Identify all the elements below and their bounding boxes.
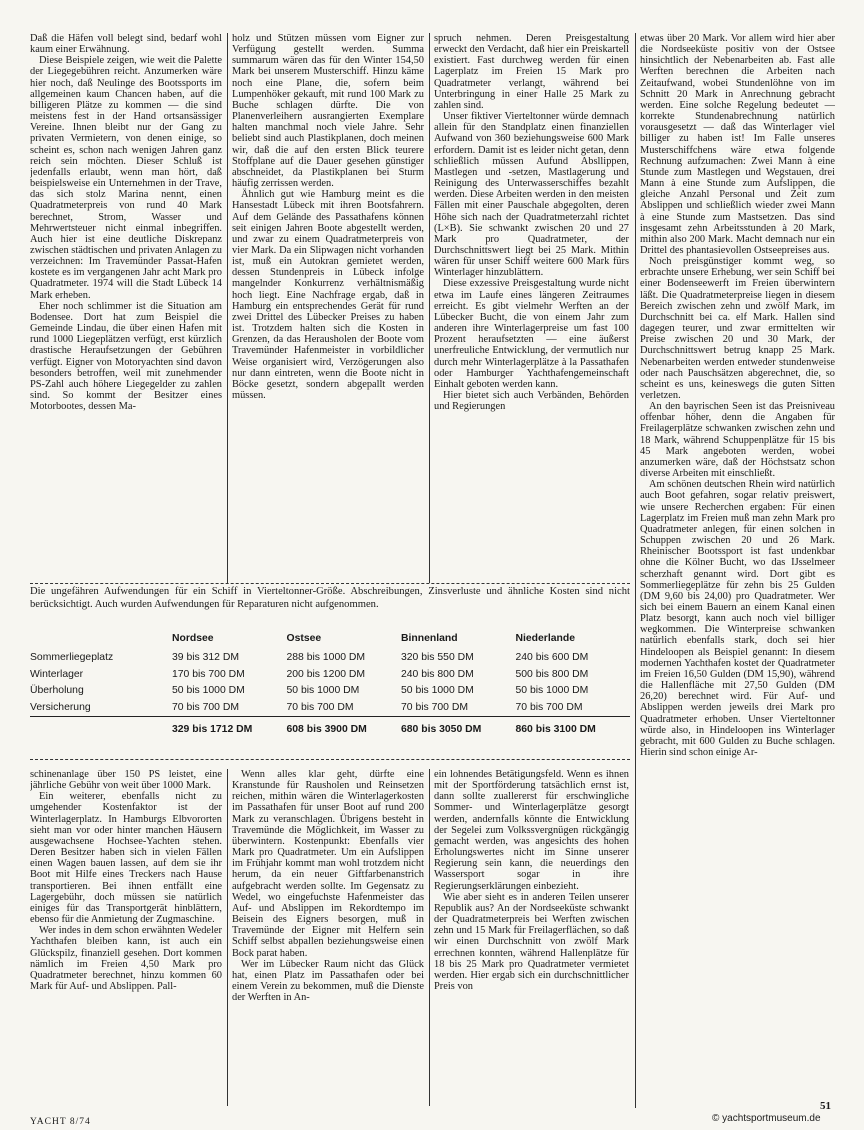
- total-cell: 608 bis 3900 DM: [287, 717, 402, 738]
- table-cell: 39 bis 312 DM: [172, 651, 239, 663]
- article-column-right: [640, 33, 835, 1108]
- paragraph: Hier bietet sich auch Verbänden, Behörden und Regierungen: [434, 390, 629, 413]
- table-cell: 70 bis 700 DM: [172, 702, 239, 714]
- paragraph: Am schönen deutschen Rhein wird natürlich auch Boot gefahren, sogar relativ preiswert, wie unsere Recherchen ergaben: Für einen Lagerplatz im Freien muß man zehn Mark pro Quadratmeter anlegen, für einen solchen in Schuppen zwischen 20 und 26 Mark. Rheinischer Bootssport ist fast undenkbar ohne die Kölner Bucht, wo das IJsselmeer scherzhaft genannt wird. Dort gibt es Sommerliegeplätze für zehn bis 25 Gulden (DM 9,60 bis 24,00) pro Quadratmeter. Wer sich bei einem Bauern an einem Kanal einen Platz besorgt, kann auch noch viel billiger wegkommen. Die Winterpreise schwanken natürlich ebenfalls stark, doch sei hier Hindeloopen als Beispiel genannt: In diesem modernen Yachthafen kostet der Quadratmeter im Freien 16,50 Gulden (DM 15,90), während die Hallenfläche mit 27,50 Gulden (DM 26,20) berechnet wird. Für Auf- und Abslippen werden jeweils drei Mark pro Quadratmeter erhoben. Unser Vierteltonner würde also, in Hindeloopen ins Winterlager gebracht, mit 600 Gulden zu Buche schlagen. Hierin sind schon einige Ar-: [640, 479, 835, 758]
- row-label: Überholung: [30, 685, 84, 697]
- table-top-rule: [30, 583, 630, 584]
- table-row: [30, 699, 630, 716]
- cost-table-box: [30, 586, 630, 756]
- paragraph: holz und Stützen müssen vom Eigner zur Verfügung gestellt werden. Summa summarum wären das für den Winter 154,50 Mark bei unserem Musterschiff. Hinzu käme noch eine Plane, die, sofern beim Lumpenhöker gekauft, mit rund 100 Mark zu Buche schlagen dürfte. Die von Planenverleihern ausrangierten Exemplare halten manchmal noch viele Jahre. Sehr beliebt sind auch Plastikplanen, doch meinen wir, daß die auf den ersten Blick teurere Stoffplane auf die Dauer gesehen günstiger abschneidet, da Plastikplanen bei Sturm häufig zerrissen werden.: [232, 33, 424, 190]
- column-divider: [429, 33, 430, 583]
- column-divider: [429, 769, 430, 1106]
- table-cell: 240 bis 600 DM: [515, 651, 589, 663]
- table-header-niederlande: Niederlande: [515, 632, 575, 644]
- article-column-top-1: [30, 33, 222, 581]
- table-header-row: [30, 632, 630, 649]
- issue-label: YACHT 8/74: [30, 1117, 91, 1127]
- table-caption: Die ungefähren Aufwendungen für ein Schiff in Vierteltonner-Größe. Abschreibungen, Zinsverluste und ähnliche Kosten sind nicht berücksichtigt. Auch wurden Aufwendungen für Reparaturen nicht aufgenommen.: [30, 586, 630, 610]
- table-cell: 50 bis 1000 DM: [172, 685, 245, 697]
- row-label: Sommerliegeplatz: [30, 651, 114, 663]
- paragraph: Wie aber sieht es in anderen Teilen unserer Republik aus? An der Nordseeküste schwankt der Quadratmeterpreis bei Werften zwischen zehn und 15 Mark für Freilagerflächen, so daß wir einen Durchschnitt von zwölf Mark errechnen konnten, während Hallenplätze für 18 bis 25 Mark pro Quadratmeter vermietet werden. Hier ergab sich ein durchschnittlicher Preis von: [434, 891, 629, 992]
- table-row: [30, 683, 630, 700]
- table-cell: 70 bis 700 DM: [515, 702, 583, 714]
- paragraph: spruch nehmen. Deren Preisgestaltung erweckt den Verdacht, daß hier ein Preiskartell existiert. Fast durchweg werden für einen Lagerplatz im Freien 15 Mark pro Quadratmeter verlangt, während bei Unterbringung in einer Halle 25 Mark zu zahlen sind.: [434, 33, 629, 111]
- total-cell: 860 bis 3100 DM: [516, 717, 631, 738]
- paragraph: Wer indes in dem schon erwähnten Wedeler Yachthafen bleiben kann, ist auch ein Glückspilz, finanziell gesehen. Dort kommen nämlich im Freien 4,50 Mark pro Quadratmeter berechnet, hinzu kommen 60 Mark für Auf- und Abslippen. Pall-: [30, 925, 222, 992]
- table-cell: 70 bis 700 DM: [286, 702, 354, 714]
- column-divider: [227, 769, 228, 1106]
- paragraph: Noch preisgünstiger kommt weg, so erbrachte unsere Erhebung, wer sein Schiff bei einer Bodenseewerft im Freien überwintern läßt. Die Quadratmeterpreise liegen in diesem Bereich zwischen zehn und zwölf Mark, im Durchschnitt bei ca. elf Mark. Hallen sind dagegen teurer, und zwar ermittelten wir Preise zwischen 20 und 30 Mark, der Durchschnittswert betrug knapp 25 Mark. Nebenarbeiten werden entweder stundenweise oder nach Pauschsätzen abgerechnet, die, so scheint es uns, keineswegs die guten Sitten verletzen.: [640, 256, 835, 401]
- article-column-bottom-1: [30, 769, 222, 1105]
- paragraph: An den bayrischen Seen ist das Preisniveau offenbar höher, denn die Angaben für Freilagerplätze schwanken zwischen zehn und 18 Mark, während Schuppenplätze für 15 bis 45 Mark angeboten werden, wobei anzumerken wäre, daß der Höchstsatz schon diverse Arbeiten mit einschließt.: [640, 401, 835, 480]
- table-cell: 50 bis 1000 DM: [286, 685, 360, 697]
- row-label: Versicherung: [30, 702, 91, 714]
- table-total-row: [30, 717, 630, 738]
- table-header-ostsee: Ostsee: [286, 632, 322, 644]
- table-cell: 500 bis 800 DM: [515, 668, 589, 680]
- article-column-top-2: [232, 33, 424, 581]
- row-label: Winterlager: [30, 668, 84, 680]
- paragraph: etwas über 20 Mark. Vor allem wird hier aber die Nordseeküste positiv von der Ostsee hinsichtlich der Nebenarbeiten ab. Fast alle Werften berechnen die Arbeiten nach Zeitaufwand, wobei Stundenlöhne von im Schnitt 20 Mark in Anrechnung gebracht werden. Eine solche Regelung bedeutet — korrekte Stundenabrechnung natürlich vorausgesetzt — daß das Winterlager viel billiger zu haben ist! Im Falle unseres Musterschiffchens wäre etwa folgende Rechnung aufzumachen: Zwei Mann à eine Stunde zum Mastlegen und Wegstauen, drei Mann à eine Stunde zum Aufslippen, die gleiche Anzahl Personal und Zeit zum Abslippen und schließlich wieder zwei Mann à eine Stunde zum Mastsetzen. Das sind insgesamt zehn Arbeitsstunden à 20 Mark, mithin also 200 Mark. Macht demnach nur ein Drittel des phantasievollen Ostseepreises aus.: [640, 33, 835, 256]
- table-cell: 288 bis 1000 DM: [286, 651, 366, 663]
- table-header-binnenland: Binnenland: [401, 632, 458, 644]
- total-label-blank: [30, 717, 172, 738]
- table-cell: 170 bis 700 DM: [172, 668, 245, 680]
- article-column-bottom-3: [434, 769, 629, 1105]
- page-number: 51: [820, 1100, 831, 1112]
- table-row: [30, 666, 630, 683]
- paragraph: Wer im Lübecker Raum nicht das Glück hat, einen Platz im Passathafen oder bei einem Verein zu bekommen, muß die Dienste der Werften in An-: [232, 958, 424, 1004]
- table-cell: 200 bis 1200 DM: [286, 668, 366, 680]
- cost-table: [30, 632, 630, 737]
- paragraph: Daß die Häfen voll belegt sind, bedarf wohl kaum einer Erwähnung.: [30, 33, 222, 56]
- column-divider: [635, 33, 636, 1108]
- paragraph: ein lohnendes Betätigungsfeld. Wenn es ihnen mit der Sportförderung tatsächlich ernst ist, dann sollte zuallererst für erschwingliche Sommer- und Winterlagerplätze gesorgt werden, andernfalls könnte die Entwicklung der Segelei zum Volkssvergnügen rückgängig gemacht werden, was angesichts des hohen Erholungswertes nicht im Sinne unserer Regierung sein kann, die neuerdings den Wassersport sogar in ihre Regierungserklärungen einbezieht.: [434, 769, 629, 892]
- paragraph: schinenanlage über 150 PS leistet, eine jährliche Gebühr von weit über 1000 Mark.: [30, 769, 222, 792]
- table-cell: 70 bis 700 DM: [401, 702, 468, 714]
- table-row: [30, 649, 630, 666]
- article-column-top-3: [434, 33, 629, 581]
- total-cell: 329 bis 1712 DM: [172, 717, 287, 738]
- paragraph: Ähnlich gut wie Hamburg meint es die Hansestadt Lübeck mit ihren Bootsfahrern. Auf dem Gelände des Passathafens können seit einigen Jahren Boote abgestellt werden, und zwar zu einem Quadratmeterpreis von vier Mark. Da ein Slipwagen nicht vorhanden ist, muß ein Autokran gemietet werden, dessen Stundenpreis in Lübeck infolge mangelnder Konkurrenz verhältnismäßig hoch liegt. Eine Nachfrage ergab, daß in Hamburg ein entsprechendes Gerät für rund zwei Drittel des Lübecker Preises zu haben ist. Trotzdem halten sich die Kosten in Grenzen, da das Herausholen der Boote vom Travemünder Hafenmeister in vorbildlicher Weise organisiert wird, Verzögerungen also nur dann eintreten, wenn die Boote nicht in Böcke gesetzt, sondern abgepallt werden müssen.: [232, 189, 424, 401]
- total-cell: 680 bis 3050 DM: [401, 717, 516, 738]
- table-cell: 50 bis 1000 DM: [401, 685, 474, 697]
- table-cell: 240 bis 800 DM: [401, 668, 474, 680]
- paragraph: Wenn alles klar geht, dürfte eine Kranstunde für Rausholen und Reinsetzen reichen, mithin wären die Winterlagerkosten im Passathafen für unser Boot auf rund 200 Mark zu veranschlagen. Übrigens besteht in Travemünde die Möglichkeit, im Wasser zu überwintern. Kostenpunkt: Ebenfalls vier Mark pro Quadratmeter. Um ein Aufslippen im Frühjahr kommt man wohl trotzdem nicht herum, da ein neuer Giftfarbenanstrich aufgebracht werden sollte. Im Gegensatz zu Wedel, wo eingefuchste Hafenmeister das Auf- und Abslippen im Rekordtempo im Beisein des Eigners besorgen, muß in Travemünde der Eigner mit Helfern sein Schiff selbst abpallen beziehungsweise einen Bock parat haben.: [232, 769, 424, 959]
- table-header-nordsee: Nordsee: [172, 632, 214, 644]
- paragraph: Unser fiktiver Vierteltonner würde demnach allein für den Standplatz einen finanziellen Aufwand von 360 beziehungsweise 600 Mark erfordern. Damit ist es leider nicht getan, denn schließlich müssen Aufund Absllippen, Mastlegen und -setzen, Mastlagerung und Reinigung des Unterwasserschiffes bezahlt werden. Diese Arbeiten werden in den meisten Fällen mit einer Pauschale abgegolten, deren Höhe sich nach der Quadratmeterzahl richtet (L×B). Sie schwankt zwischen 20 und 27 Mark pro Quadratmeter, der Durchschnittswert liegt bei 25 Mark. Mithin wären für unser Schiff weitere 600 Mark fürs Winterlager hinzublättern.: [434, 111, 629, 279]
- table-header-blank: [30, 632, 172, 649]
- table-cell: 320 bis 550 DM: [401, 651, 474, 663]
- column-divider: [227, 33, 228, 583]
- paragraph: Diese Beispiele zeigen, wie weit die Palette der Liegegebühren reicht. Anzumerken wäre hier noch, daß Neulinge des Bootssports im allgemeinen kaum Chancen haben, auf die billigeren Plätze zu kommen — die sind meistens fest in der Hand ortsansässiger Vereine. Ihnen bleibt nur der Gang zu privaten Vermietern, von denen einige, so scheint es, schon nach wenigen Jahren ganz reich sein möchten. Dieser Schluß ist jedenfalls erlaubt, wenn man hört, daß beispielsweise ein Unternehmen in der Trave, das sich stolz Marina nennt, einen Quadratmeterpreis von rund 40 Mark berechnet, Strom, Wasser und Mehrwertsteuer nicht einmal inbegriffen. Auch hier ist eine deutliche Diskrepanz zwischen städtischen und privaten Anlagen zu verzeichnen: Im Travemünder Passat-Hafen kostete es im vergangenen Jahr acht Mark pro Quadratmeter. 1974 will die Stadt Lübeck 14 Mark erheben.: [30, 55, 222, 301]
- paragraph: Diese exzessive Preisgestaltung wurde nicht etwa im Laufe eines längeren Zeitraumes erreicht. Es gibt vielmehr Werften an der Lübecker Bucht, die von einem Jahr zum anderen ihre Winterlagerpreise um fast 100 Prozent heraufsetzten — eine äußerst unerfreuliche Entwicklung, der vermutlich nur durch mehr Winterlagerplätze à la Passathafen oder Hamburger Yachthafengemeinschaft Einhalt geboten werden kann.: [434, 278, 629, 390]
- table-bottom-rule: [30, 759, 630, 760]
- table-cell: 50 bis 1000 DM: [515, 685, 589, 697]
- article-column-bottom-2: [232, 769, 424, 1105]
- paragraph: Eher noch schlimmer ist die Situation am Bodensee. Dort hat zum Beispiel die Gemeinde Lindau, die über einen Hafen mit rund 1000 Liegeplätzen verfügt, erst kürzlich drastische Heraufsetzungen der Gebühren verfügt. Eigner von Motoryachten sind davon besonders betroffen, weil mit zunehmender PS-Zahl auch höhere Liegegelder zu zahlen sind. So kommt der Besitzer eines Motorbootes, dessen Ma-: [30, 300, 222, 413]
- watermark: © yachtsportmuseum.de: [712, 1113, 821, 1124]
- paragraph: Ein weiterer, ebenfalls nicht zu umgehender Kostenfaktor ist der Winterlagerplatz. In Hamburgs Elbvororten sieht man vor oder hinter manchen Häusern ausgewachsene Hochsee-Yachten stehen. Deren Besitzer haben sich in vielen Fällen einen Wagen bauen lassen, auf dem sie ihr Boot mit Hilfe eines Treckers nach Hause transportieren. Bei ihnen entfällt eine Lagergebühr, doch müssen sie natürlich einiges für das Transportgerät hinblättern, ebenso für die Anmietung der Zugmaschine.: [30, 791, 222, 926]
